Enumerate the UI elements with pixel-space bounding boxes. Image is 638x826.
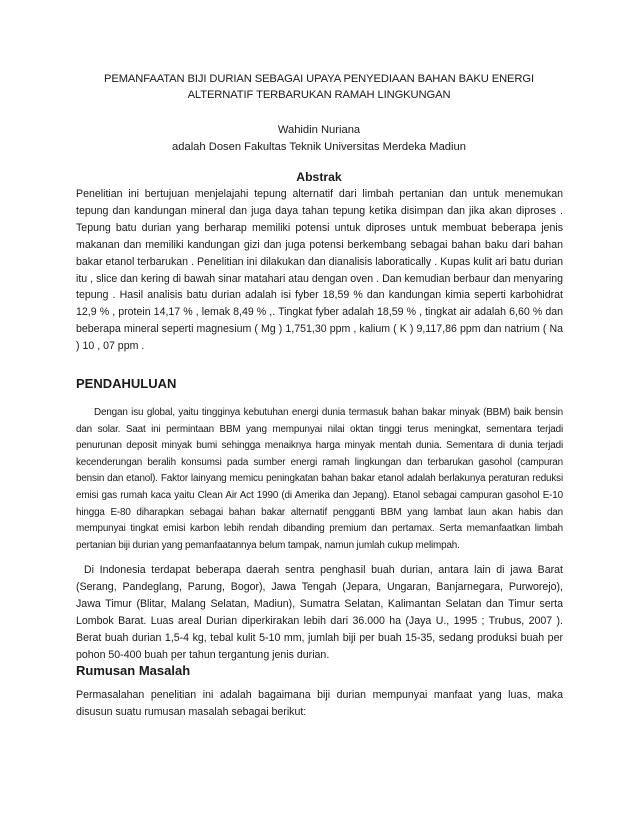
abstract-text: Penelitian ini bertujuan menjelajahi tepung alternatif dari limbah pertanian dan untuk menemukan tepung dan kandungan mineral dan juga daya tahan tepung ketika disimpan dan jika akan diproses . Tepung batu durian yang berharap memiliki potensi untuk diproses untuk membuat beberapa jenis makanan dan memiliki kandungan gizi dan juga potensi berkembang sebagai bahan baku dari bahan bakar etanol terbarukan . Penelitian ini dilakukan dan dianalisis laboratically . Kupas kulit ari batu durian itu , slice dan kering di bawah sinar matahari atau dengan oven . Dan kemudian berbaur dan menyaring tepung . Hasil analisis batu durian adalah isi fyber 18,59 % dan kandungan kimia seperti karbohidrat 12,9 % , protein 14,17 % , lemak 8,49 % ,. Tingkat fyber adalah 18,59 % , tingkat air adalah 6,60 % dan beberapa mineral seperti magnesium ( Mg ) 1,751,30 ppm , kalium ( K ) 9,117,86 ppm dan natrium ( Na ) 10 , 07 ppm . [76,188,563,353]
pendahuluan-paragraph-1: Dengan isu global, yaitu tingginya kebutuhan energi dunia termasuk bahan bakar minyak (BBM) baik bensin dan solar. Saat ini permintaan BBM yang mempunyai nilai oktan tinggi terus meningkat, sementara terjadi penurunan deposit minyak bumi sehingga menaiknya harga minyak mentah dunia. Sementara di dunia terjadi kecenderungan beralih konsumsi pada sumber energi ramah lingkungan dan terbarukan gasohol (campuran bensin dan etanol). Faktor lainyang memicu peningkatan bahan bakar etanol adalah berlakunya peraturan reduksi emisi gas rumah kaca yaitu Clean Air Act 1990 (di Amerika dan Jepang). Etanol sebagai campuran gasohol E-10 hingga E-80 diharapkan sebagai bahan bakar alternatif pengganti BBM yang lambat laun akan habis dan mempunyai tingkat emisi karbon lebih rendah dibanding premium dan pertamax. Serta memanfaatkan limbah pertanian biji durian yang pemanfaatannya belum tampak, namun jumlah cukup melimpah. [76,407,563,551]
pendahuluan-heading: PENDAHULUAN [76,376,177,391]
document-title: PEMANFAATAN BIJI DURIAN SEBAGAI UPAYA PENYEDIAAN BAHAN BAKU ENERGI ALTERNATIF TERBARUKAN RAMAH LINGKUNGAN [103,73,535,101]
author-affiliation: adalah Dosen Fakultas Teknik Universitas Merdeka Madiun [172,141,466,153]
rumusan-masalah-text: Permasalahan penelitian ini adalah bagaimana biji durian mempunyai manfaat yang luas, maka disusun suatu rumusan masalah sebagai berikut: [76,689,563,718]
abstract-heading: Abstrak [296,170,342,184]
author-name: Wahidin Nuriana [277,124,361,136]
rumusan-masalah-heading: Rumusan Masalah [76,663,191,678]
pendahuluan-paragraph-2: Di Indonesia terdapat beberapa daerah sentra penghasil buah durian, antara lain di jawa Barat (Serang, Pandeglang, Parung, Bogor), Jawa Tengah (Jepara, Ungaran, Banjarnegara, Purworejo), Jawa Timur (Blitar, Malang Selatan, Madiun), Sumatra Selatan, Kalimantan Selatan dan Timur serta Lombok Barat. Luas areal Durian diperkirakan lebih dari 36.000 ha (Jaya U., 1995 ; Trubus, 2007 ). Berat buah durian 1,5-4 kg, tebal kulit 5-10 mm, jumlah biji per buah 15-35, sedang produksi buah per pohon 50-400 buah per tahun tergantung jenis durian. [76,564,563,661]
